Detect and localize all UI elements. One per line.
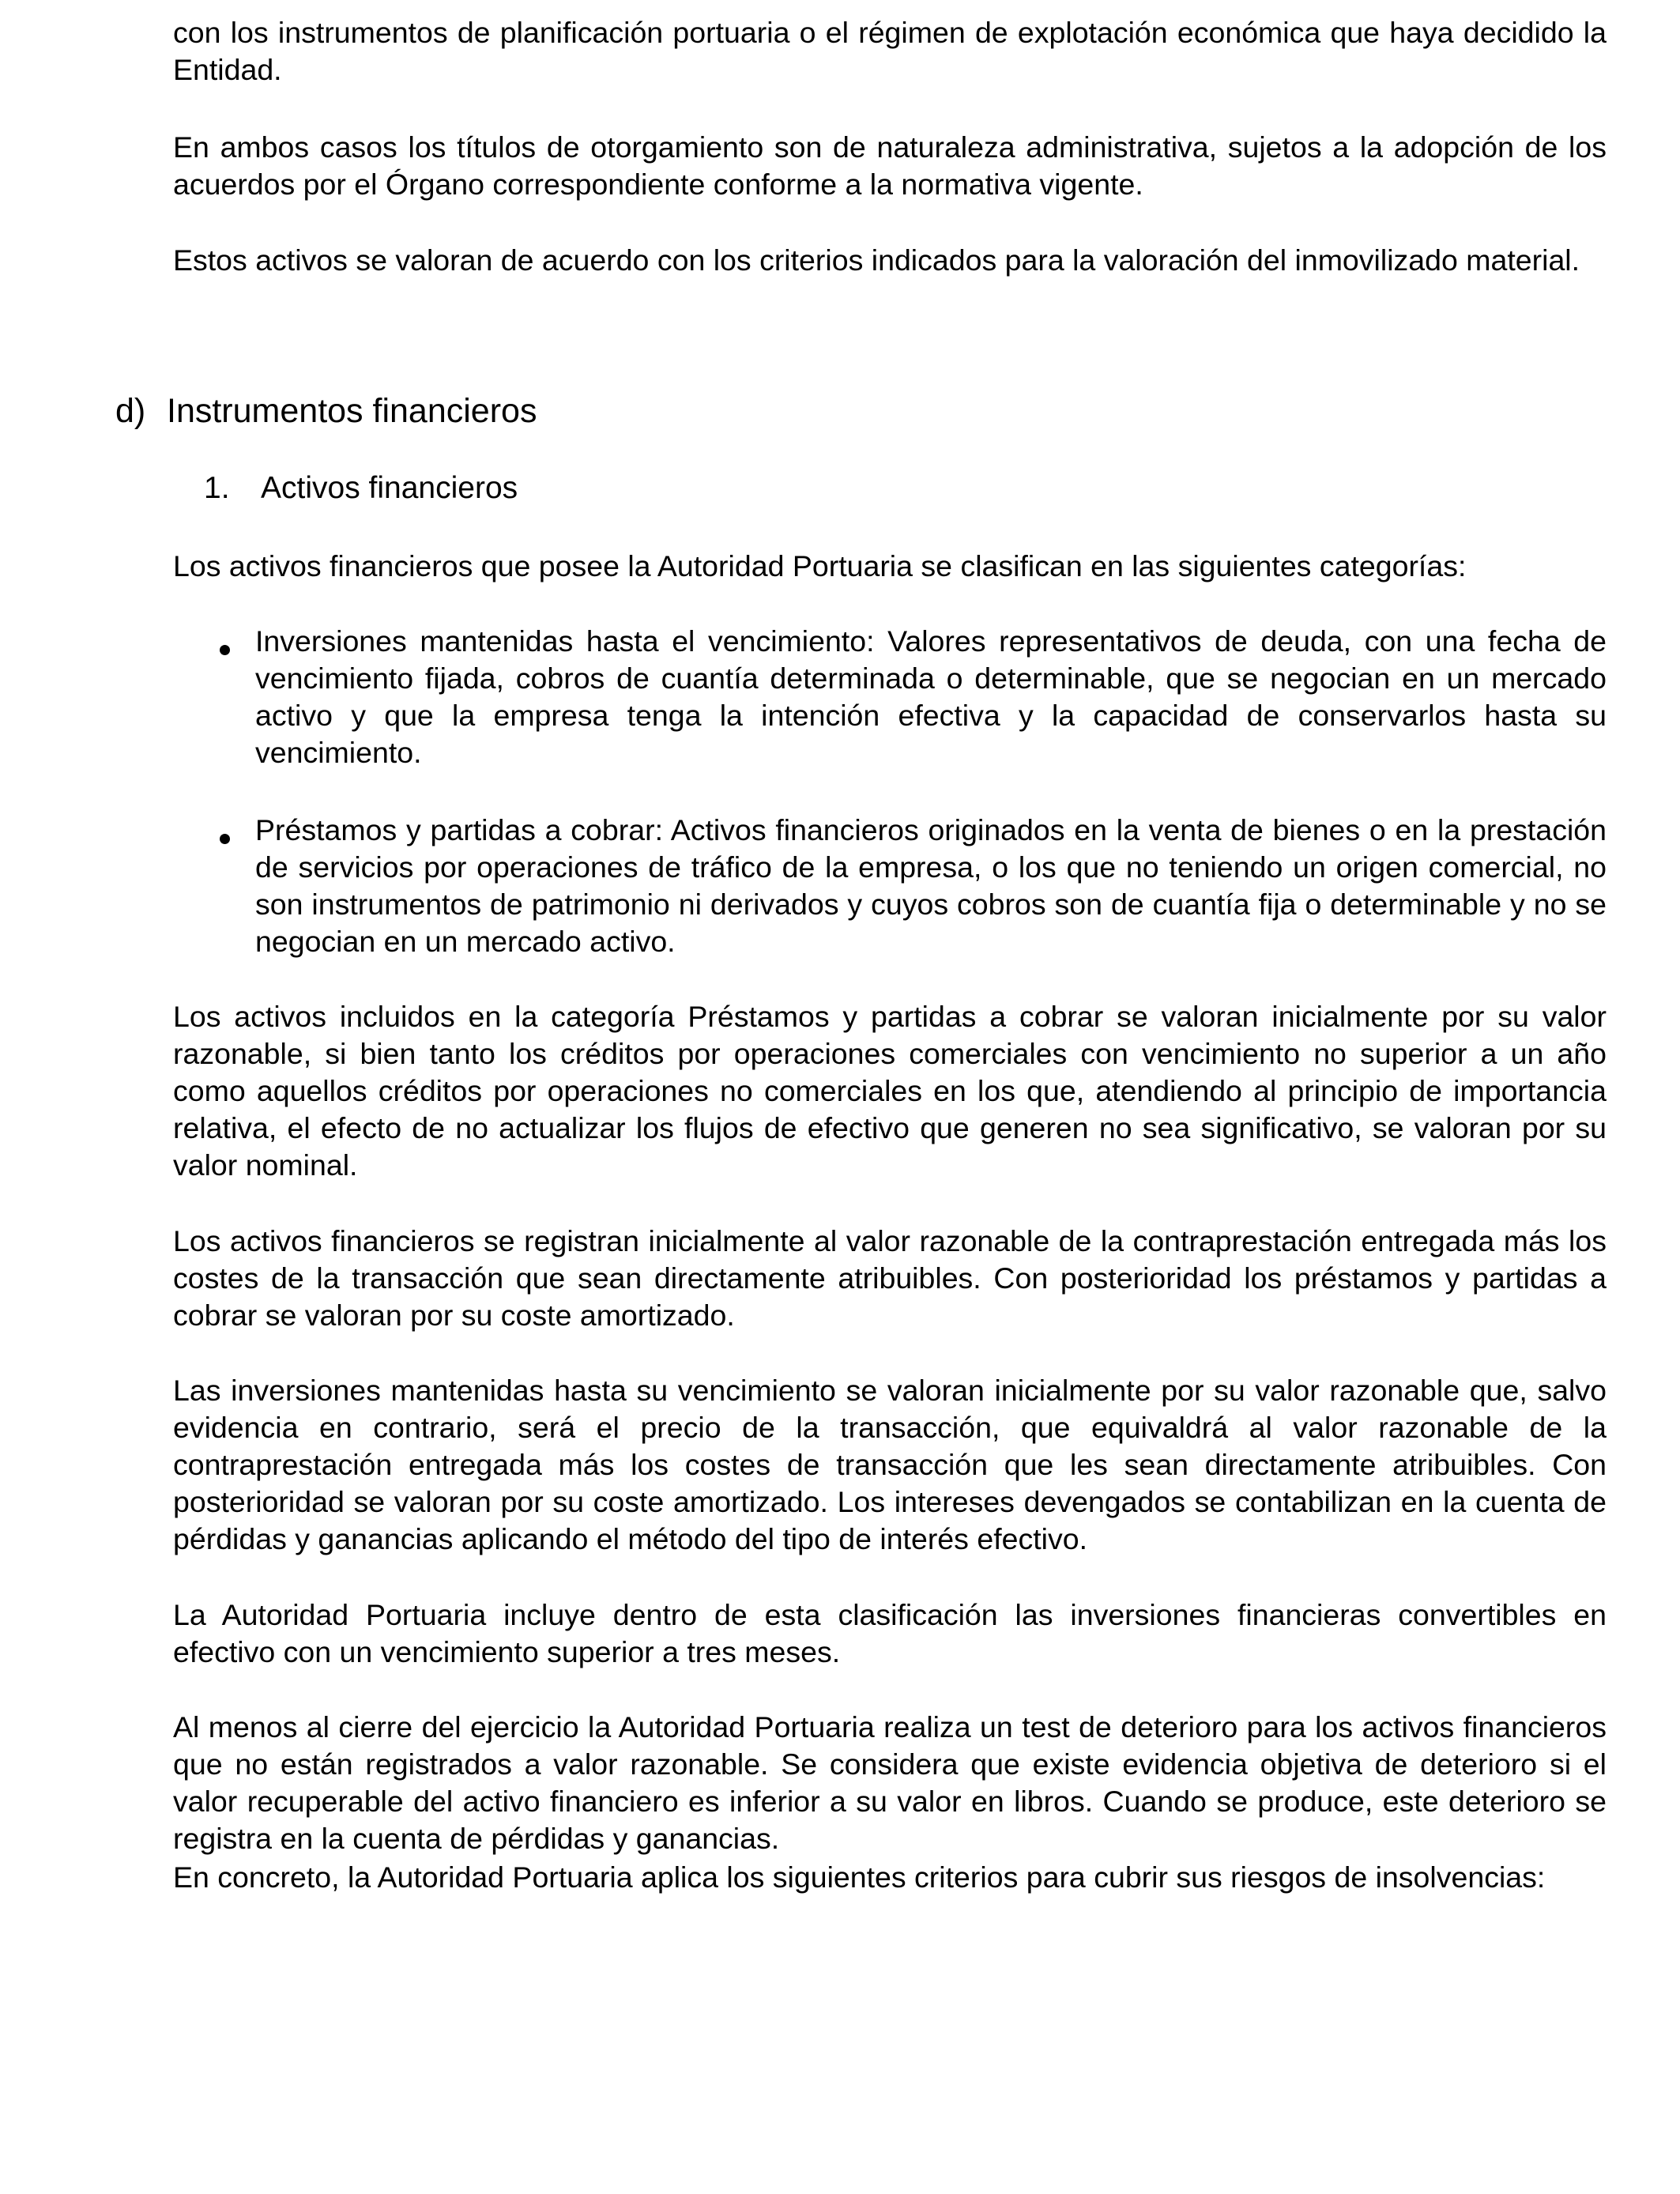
paragraph-planning-instruments: con los instrumentos de planificación portuaria o el régimen de explotación económica que haya decidido la Entidad.: [173, 16, 1607, 86]
bullet-item-loans-receivables: Préstamos y partidas a cobrar: Activos financieros originados en la venta de bienes o en la prestación de servicios por operaciones de tráfico de la empresa, o los que no teniendo un origen comercial, no son instrumentos de patrimonio ni derivados y cuyos cobros son de cuantía fija o determinable y no se negocian en un mercado activo.: [255, 813, 1607, 958]
section-title: Instrumentos financieros: [167, 392, 537, 430]
subsection-title: Activos financieros: [261, 471, 518, 505]
paragraph-administrative-titles: En ambos casos los títulos de otorgamiento son de naturaleza administrativa, sujetos a la adopción de los acuerdos por el Órgano correspondiente conforme a la normativa vigente.: [173, 130, 1607, 201]
section-heading: [115, 390, 537, 432]
subsection-marker: 1.: [204, 471, 230, 505]
paragraph-loans-valuation: Los activos incluidos en la categoría Préstamos y partidas a cobrar se valoran inicialmente por su valor razonable, si bien tanto los créditos por operaciones comerciales con vencimiento no superior a un año como aquellos créditos por operaciones no comerciales en los que, atendiendo al principio de importancia relativa, el efecto de no actualizar los flujos de efectivo que generen no sea significativo, se valoran por su valor nominal.: [173, 1000, 1607, 1182]
paragraph-initial-recognition: Los activos financieros se registran inicialmente al valor razonable de la contraprestación entregada más los costes de la transacción que sean directamente atribuibles. Con posterioridad los préstamos y partidas a cobrar se valoran por su coste amortizado.: [173, 1224, 1607, 1332]
paragraph-held-to-maturity-valuation: Las inversiones mantenidas hasta su vencimiento se valoran inicialmente por su valor razonable que, salvo evidencia en contrario, será el precio de la transacción, que equivaldrá al valor razonable de la contraprestación entregada más los costes de transacción que les sean directamente atribuibles. Con posterioridad se valoran por su coste amortizado. Los intereses devengados se contabilizan en la cuenta de pérdidas y ganancias aplicando el método del tipo de interés efectivo.: [173, 1374, 1607, 1555]
paragraph-impairment-test: Al menos al cierre del ejercicio la Autoridad Portuaria realiza un test de deterioro para los activos financieros que no están registrados a valor razonable. Se considera que existe evidencia objetiva de deterioro si el valor recuperable del activo financiero es inferior a su valor en libros. Cuando se produce, este deterioro se registra en la cuenta de pérdidas y ganancias.: [173, 1710, 1607, 1855]
bullet-icon: [220, 645, 230, 655]
subsection-heading: [204, 469, 518, 507]
section-marker: d): [115, 392, 146, 430]
paragraph-categories-intro: Los activos financieros que posee la Autoridad Portuaria se clasifican en las siguientes categorías:: [173, 549, 1467, 582]
paragraph-convertible-investments: La Autoridad Portuaria incluye dentro de esta clasificación las inversiones financieras convertibles en efectivo con un vencimiento superior a tres meses.: [173, 1598, 1607, 1668]
bullet-icon: [220, 834, 230, 844]
paragraph-asset-valuation: Estos activos se valoran de acuerdo con los criterios indicados para la valoración del inmovilizado material.: [173, 243, 1580, 277]
bullet-item-held-to-maturity: Inversiones mantenidas hasta el vencimiento: Valores representativos de deuda, con una fecha de vencimiento fijada, cobros de cuantía determinada o determinable, que se negocian en un mercado activo y que la empresa tenga la intención efectiva y la capacidad de conservarlos hasta su vencimiento.: [255, 624, 1607, 769]
paragraph-insolvency-criteria: En concreto, la Autoridad Portuaria aplica los siguientes criterios para cubrir sus riesgos de insolvencias:: [173, 1860, 1546, 1894]
